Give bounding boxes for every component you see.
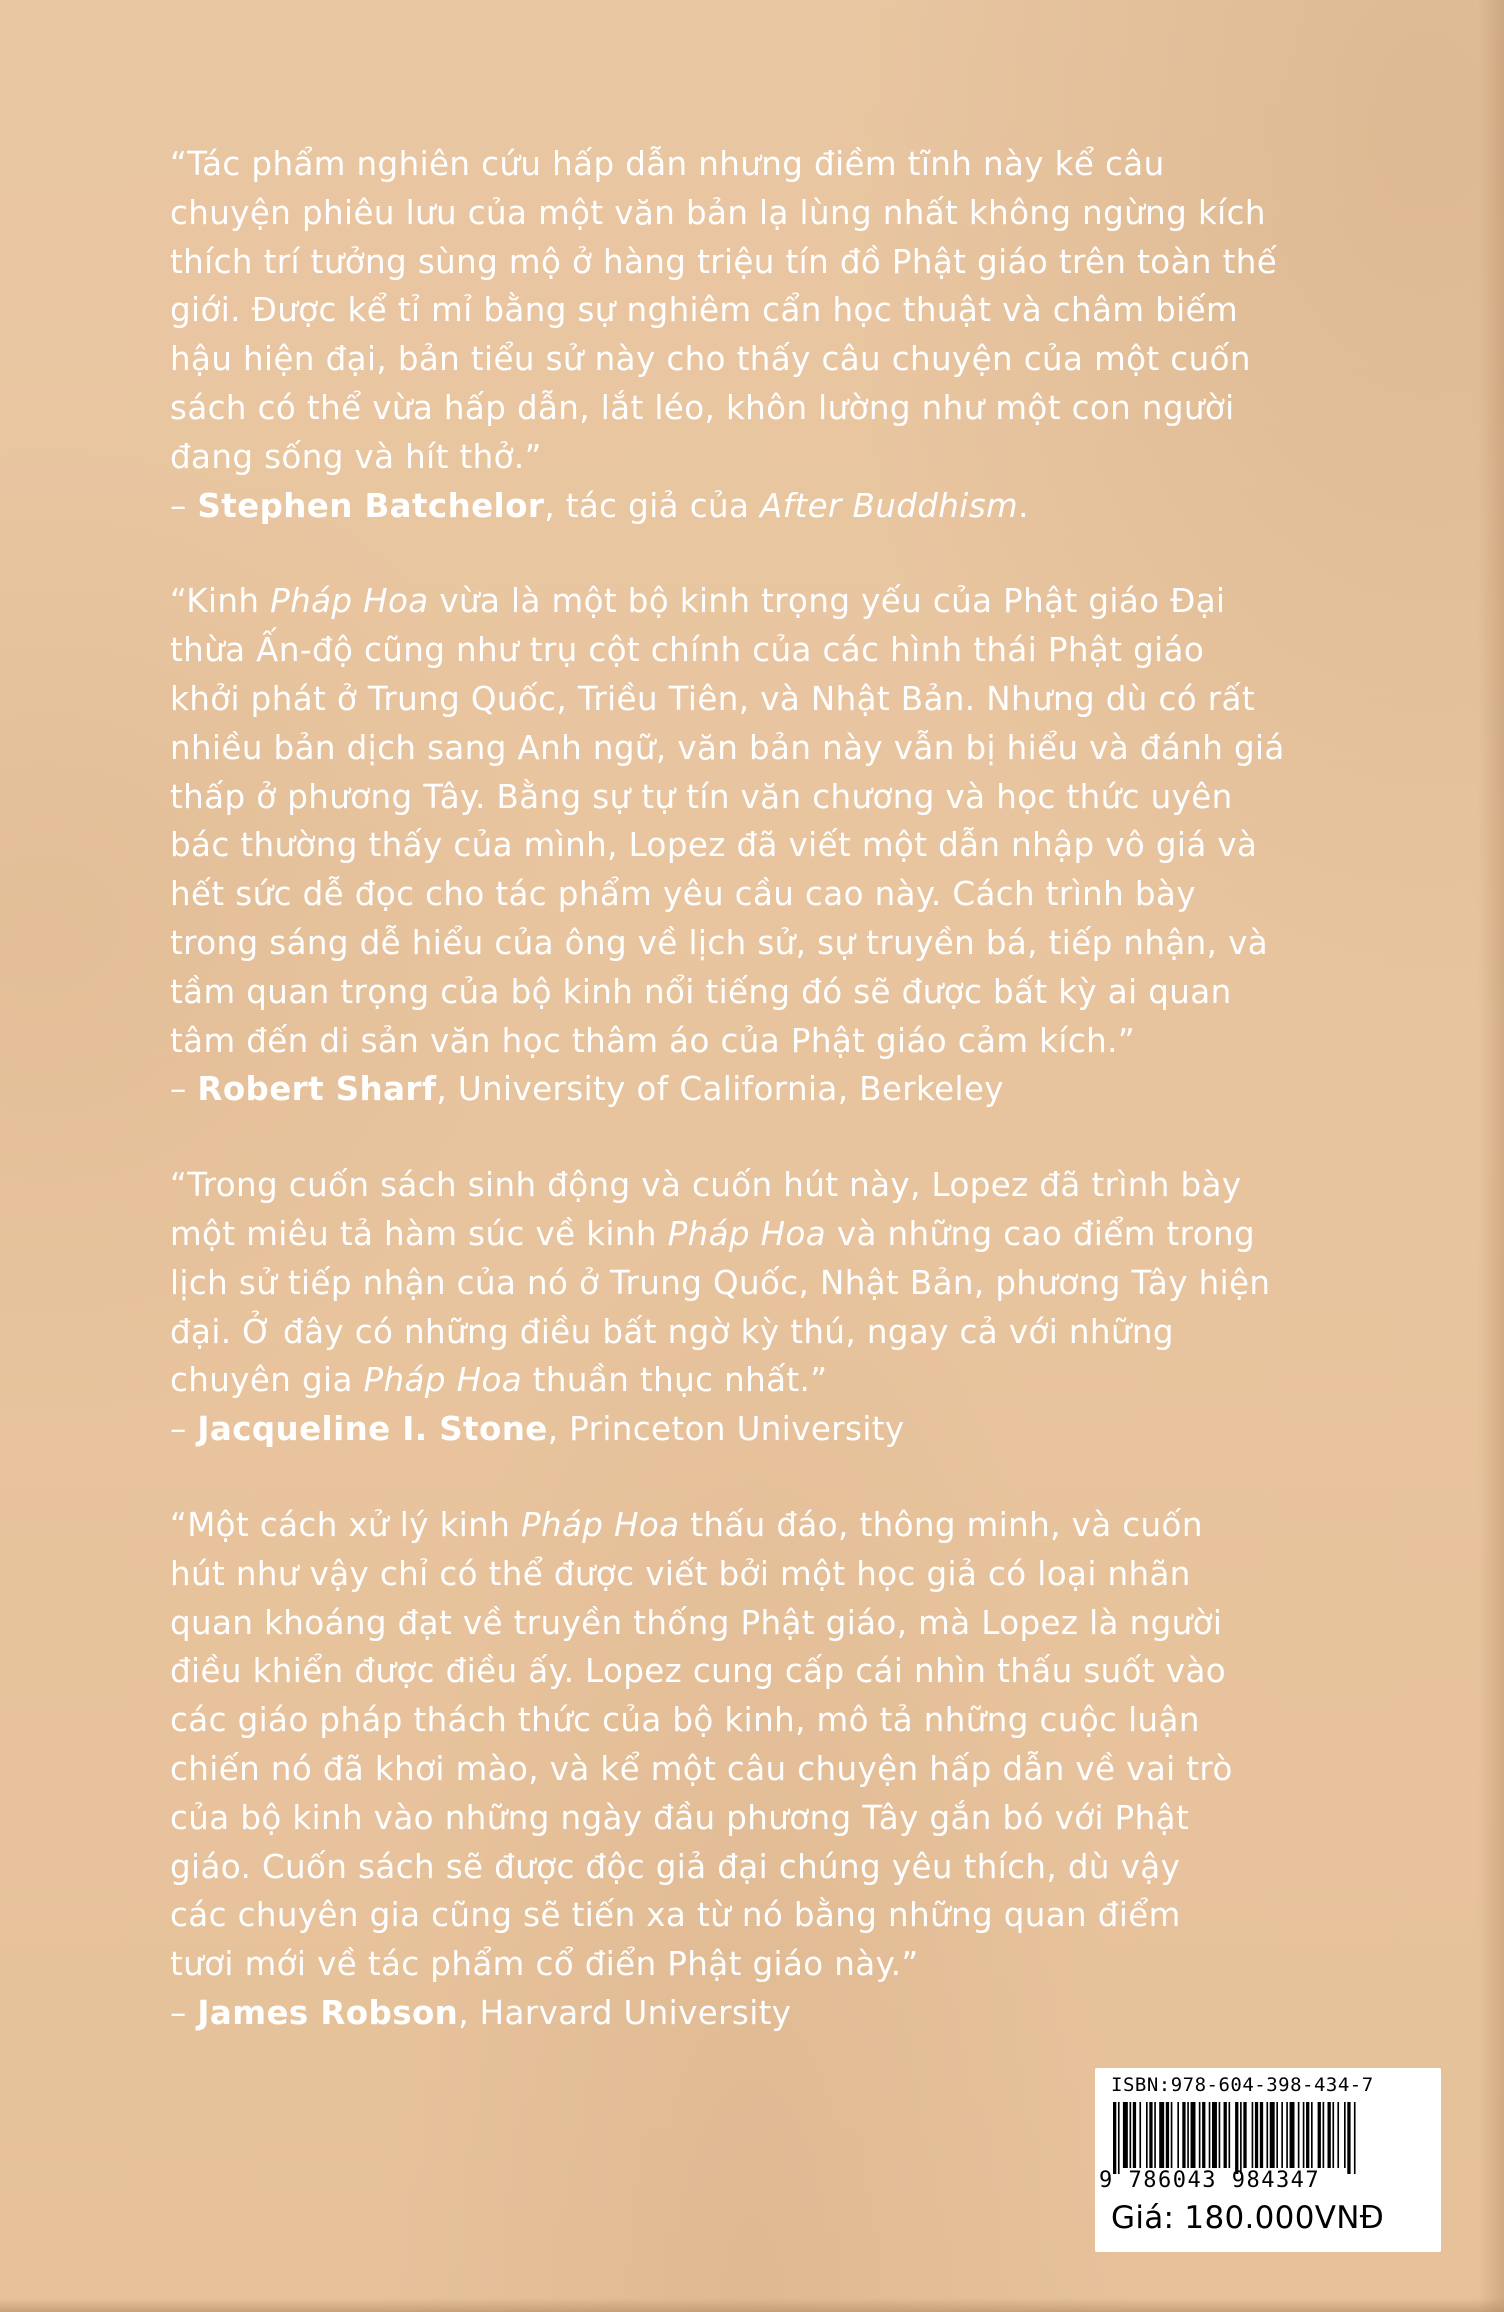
quote-segment: nhiều bản dịch sang Anh ngữ, văn bản này vẫn bị hiểu và đánh giá (170, 728, 1285, 767)
quote-line (170, 577, 1340, 626)
quote-line (170, 238, 1340, 287)
quote-segment: điều khiển được điều ấy. Lopez cung cấp cái nhìn thấu suốt vào (170, 1652, 1227, 1691)
quote-segment: thuần thục nhất.” (522, 1361, 828, 1400)
quote-segment: thấu đáo, thông minh, và cuốn (679, 1505, 1203, 1544)
quote-line (170, 1745, 1340, 1794)
attribution-affiliation: , Harvard University (458, 1993, 792, 2032)
attribution-affiliation: , Princeton University (547, 1410, 905, 1449)
quote-segment: đại. Ở đây có những điều bất ngờ kỳ thú, ngay cả với những (170, 1312, 1174, 1351)
quote-line (170, 1356, 1340, 1405)
quote-segment: “Kinh (170, 582, 271, 621)
quote-line (170, 1891, 1340, 1940)
attribution-affiliation: , University of California, Berkeley (436, 1070, 1004, 1109)
isbn-number: ISBN:978-604-398-434-7 (1111, 2074, 1374, 2096)
quote-segment: thích trí tưởng sùng mộ ở hàng triệu tín đồ Phật giáo trên toàn thế (170, 242, 1278, 281)
quote-segment: “Một cách xử lý kinh (170, 1505, 521, 1544)
attribution-dash: – (170, 1993, 198, 2032)
quote-line (170, 140, 1340, 189)
attribution-dash: – (170, 486, 198, 525)
quote-line (170, 384, 1340, 433)
quote-attribution (170, 482, 1340, 531)
quote-line (170, 1550, 1340, 1599)
quote-line (170, 335, 1340, 384)
quote-segment: hậu hiện đại, bản tiểu sử này cho thấy câu chuyện của một cuốn (170, 340, 1251, 379)
isbn-barcode-label (1095, 2068, 1441, 2252)
quote-line (170, 724, 1340, 773)
attribution-dash: – (170, 1410, 198, 1449)
back-cover-text (170, 140, 1340, 2085)
attribution-suffix: . (1018, 486, 1029, 525)
attribution-dash: – (170, 1070, 198, 1109)
barcode-digits: 9 786043 984347 (1099, 2168, 1321, 2193)
quote-line (170, 1794, 1340, 1843)
quote-italic-title: Pháp Hoa (520, 1505, 680, 1544)
quote-segment: hết sức dễ đọc cho tác phẩm yêu cầu cao này. Cách trình bày (170, 875, 1196, 914)
quote-line (170, 433, 1340, 482)
quote-line (170, 1161, 1340, 1210)
quote-segment: và những cao điểm trong (826, 1214, 1256, 1253)
quote-line (170, 1259, 1340, 1308)
attribution-author: Robert Sharf (197, 1070, 437, 1109)
quote-segment: vừa là một bộ kinh trọng yếu của Phật giáo Đại (428, 582, 1226, 621)
quote-segment: chuyện phiêu lưu của một văn bản lạ lùng nhất không ngừng kích (170, 193, 1266, 232)
quote-segment: “Trong cuốn sách sinh động và cuốn hút này, Lopez đã trình bày (170, 1166, 1242, 1205)
quote-segment: khởi phát ở Trung Quốc, Triều Tiên, và Nhật Bản. Nhưng dù có rất (170, 679, 1255, 718)
quote-line (170, 1696, 1340, 1745)
quote-text (170, 1501, 1340, 1989)
quote-line (170, 626, 1340, 675)
quote-segment: giáo. Cuốn sách sẽ được độc giả đại chúng yêu thích, dù vậy (170, 1847, 1181, 1886)
barcode-icon (1109, 2102, 1427, 2174)
quote-line (170, 1647, 1340, 1696)
quote-segment: các giáo pháp thách thức của bộ kinh, mô tả những cuộc luận (170, 1701, 1200, 1740)
quote-attribution (170, 1405, 1340, 1454)
quote-line (170, 1940, 1340, 1989)
page-bottom-shadow (0, 2298, 1504, 2312)
quote-segment: lịch sử tiếp nhận của nó ở Trung Quốc, Nhật Bản, phương Tây hiện (170, 1263, 1271, 1302)
quote-italic-title: Pháp Hoa (270, 582, 429, 621)
quote-segment: bác thường thấy của mình, Lopez đã viết một dẫn nhập vô giá và (170, 826, 1258, 865)
attribution-author: Stephen Batchelor (197, 486, 545, 525)
quote-text (170, 577, 1340, 1065)
quote-block-1 (170, 140, 1340, 530)
quote-segment: chuyên gia (170, 1361, 364, 1400)
quote-segment: giới. Được kể tỉ mỉ bằng sự nghiêm cẩn học thuật và châm biếm (170, 291, 1239, 330)
quote-block-3 (170, 1161, 1340, 1454)
quote-segment: tầm quan trọng của bộ kinh nổi tiếng đó sẽ được bất kỳ ai quan (170, 972, 1232, 1011)
quote-segment: trong sáng dễ hiểu của ông về lịch sử, sự truyền bá, tiếp nhận, và (170, 923, 1269, 962)
attribution-affiliation: , tác giả của (544, 486, 761, 525)
quote-text (170, 140, 1340, 482)
quote-block-4 (170, 1501, 1340, 2038)
quote-line (170, 919, 1340, 968)
quote-segment: thừa Ấn-độ cũng như trụ cột chính của các hình thái Phật giáo (170, 631, 1205, 670)
quote-line (170, 675, 1340, 724)
quote-attribution (170, 1989, 1340, 2038)
quote-segment: “Tác phẩm nghiên cứu hấp dẫn nhưng điềm tĩnh này kể câu (170, 145, 1165, 183)
quote-italic-title: Pháp Hoa (667, 1214, 827, 1253)
quote-segment: hút như vậy chỉ có thể được viết bởi một học giả có loại nhãn (170, 1554, 1191, 1593)
quote-segment: tâm đến di sản văn học thâm áo của Phật giáo cảm kích.” (170, 1021, 1136, 1060)
quote-line (170, 1599, 1340, 1648)
quote-segment: tươi mới về tác phẩm cổ điển Phật giáo này.” (170, 1945, 919, 1984)
quote-segment: các chuyên gia cũng sẽ tiến xa từ nó bằng những quan điểm (170, 1896, 1181, 1935)
attribution-book-title: After Buddhism (760, 486, 1019, 525)
quote-segment: thấp ở phương Tây. Bằng sự tự tín văn chương và học thức uyên (170, 777, 1233, 816)
quote-segment: quan khoáng đạt về truyền thống Phật giáo, mà Lopez là người (170, 1603, 1223, 1642)
price-label: Giá: 180.000VNĐ (1111, 2200, 1385, 2236)
attribution-author: James Robson (197, 1993, 459, 2032)
quote-line (170, 1308, 1340, 1357)
quote-line (170, 870, 1340, 919)
quote-line (170, 1017, 1340, 1066)
quote-segment: đang sống và hít thở.” (170, 437, 542, 476)
quote-text (170, 1161, 1340, 1405)
quote-block-2 (170, 577, 1340, 1114)
quote-line (170, 286, 1340, 335)
quote-segment: chiến nó đã khơi mào, và kể một câu chuyện hấp dẫn về vai trò (170, 1749, 1233, 1788)
quote-segment: sách có thể vừa hấp dẫn, lắt léo, khôn lường như một con người (170, 388, 1235, 427)
quote-attribution (170, 1065, 1340, 1114)
page-edge-shadow (1478, 0, 1504, 2312)
quote-italic-title: Pháp Hoa (363, 1361, 523, 1400)
quote-line (170, 1843, 1340, 1892)
quote-line (170, 1210, 1340, 1259)
quote-segment: của bộ kinh vào những ngày đầu phương Tây gắn bó với Phật (170, 1798, 1190, 1837)
quote-line (170, 1501, 1340, 1550)
quote-segment: một miêu tả hàm súc về kinh (170, 1214, 668, 1253)
quote-line (170, 189, 1340, 238)
quote-line (170, 773, 1340, 822)
quote-line (170, 968, 1340, 1017)
quote-line (170, 821, 1340, 870)
attribution-author: Jacqueline I. Stone (197, 1410, 548, 1449)
